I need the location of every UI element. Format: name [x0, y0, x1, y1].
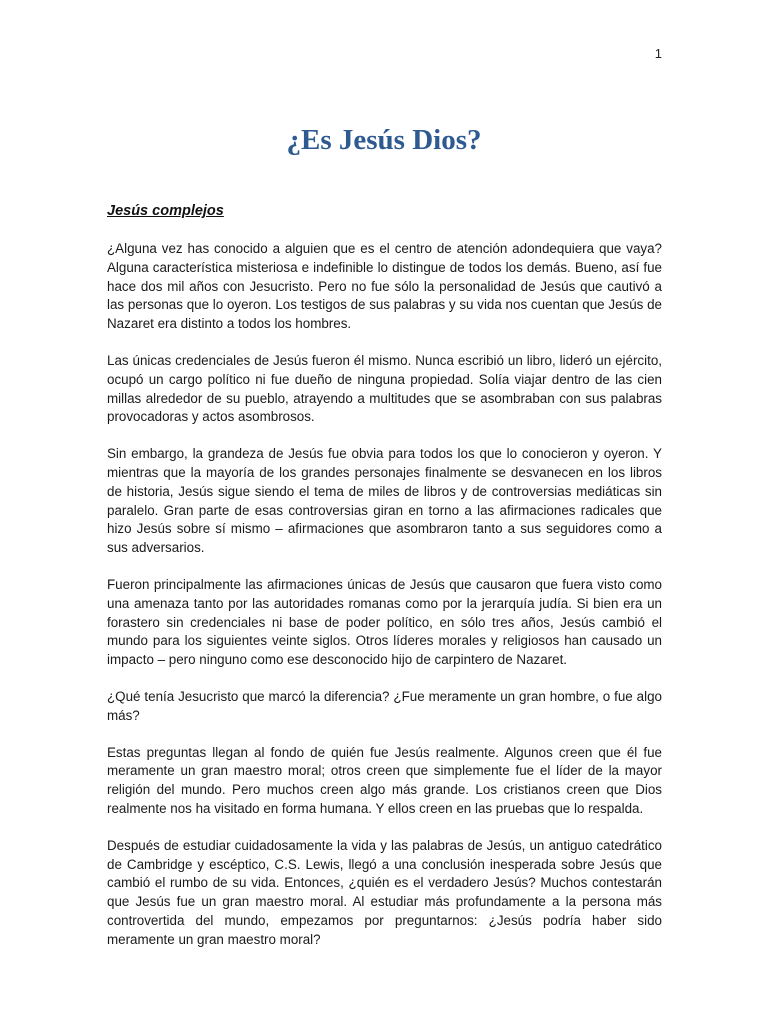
paragraph: ¿Alguna vez has conocido a alguien que es el centro de atención adondequiera que vaya? Alguna característica misteriosa e indefinible lo distingue de todos los demás. Bueno, así fue hace dos mil años con Jesucristo. Pero no fue sólo la personalidad de Jesús que cautivó a las personas que lo oyeron. Los testigos de sus palabras y su vida nos cuentan que Jesús de Nazaret era distinto a todos los hombres.	[107, 241, 662, 332]
document-title: ¿Es Jesús Dios?	[286, 124, 482, 156]
section-heading: Jesús complejos	[107, 203, 224, 219]
body-text	[107, 240, 662, 968]
page-number: 1	[654, 46, 662, 61]
paragraph: ¿Qué tenía Jesucristo que marcó la diferencia? ¿Fue meramente un gran hombre, o fue algo más?	[107, 688, 662, 723]
paragraph: Sin embargo, la grandeza de Jesús fue obvia para todos los que lo conocieron y oyeron. Y mientras que la mayoría de los grandes personajes finalmente se desvanecen en los libros de historia, Jesús sigue siendo el tema de miles de libros y de controversias mediáticas sin paralelo. Gran parte de esas controversias giran en torno a las afirmaciones radicales que hizo Jesús sobre sí mismo – afirmaciones que asombraron tanto a sus seguidores como a sus adversarios.	[107, 446, 662, 556]
paragraph: Después de estudiar cuidadosamente la vida y las palabras de Jesús, un antiguo catedrático de Cambridge y escéptico, C.S. Lewis, llegó a una conclusión inesperada sobre Jesús que cambió el rumbo de su vida. Entonces, ¿quién es el verdadero Jesús? Muchos contestarán que Jesús fue un gran maestro moral. Al estudiar más profundamente a la persona más controvertida del mundo, empezamos por preguntarnos: ¿Jesús podría haber sido meramente un gran maestro moral?	[107, 837, 662, 947]
paragraph: Estas preguntas llegan al fondo de quién fue Jesús realmente. Algunos creen que él fue meramente un gran maestro moral; otros creen que simplemente fue el líder de la mayor religión del mundo. Pero muchos creen algo más grande. Los cristianos creen que Dios realmente nos ha visitado en forma humana. Y ellos creen en las pruebas que lo respalda.	[107, 744, 662, 816]
paragraph: Las únicas credenciales de Jesús fueron él mismo. Nunca escribió un libro, lideró un ejército, ocupó un cargo político ni fue dueño de ninguna propiedad. Solía viajar dentro de las cien millas alrededor de su pueblo, atrayendo a multitudes que se asombraban con sus palabras provocadoras y actos asombrosos.	[107, 352, 662, 425]
paragraph: Fueron principalmente las afirmaciones únicas de Jesús que causaron que fuera visto como una amenaza tanto por las autoridades romanas como por la jerarquía judía. Si bien era un forastero sin credenciales ni base de poder político, en sólo tres años, Jesús cambió el mundo para los siguientes veinte siglos. Otros líderes morales y religiosos han causado un impacto – pero ninguno como ese desconocido hijo de carpintero de Nazaret.	[107, 576, 662, 668]
